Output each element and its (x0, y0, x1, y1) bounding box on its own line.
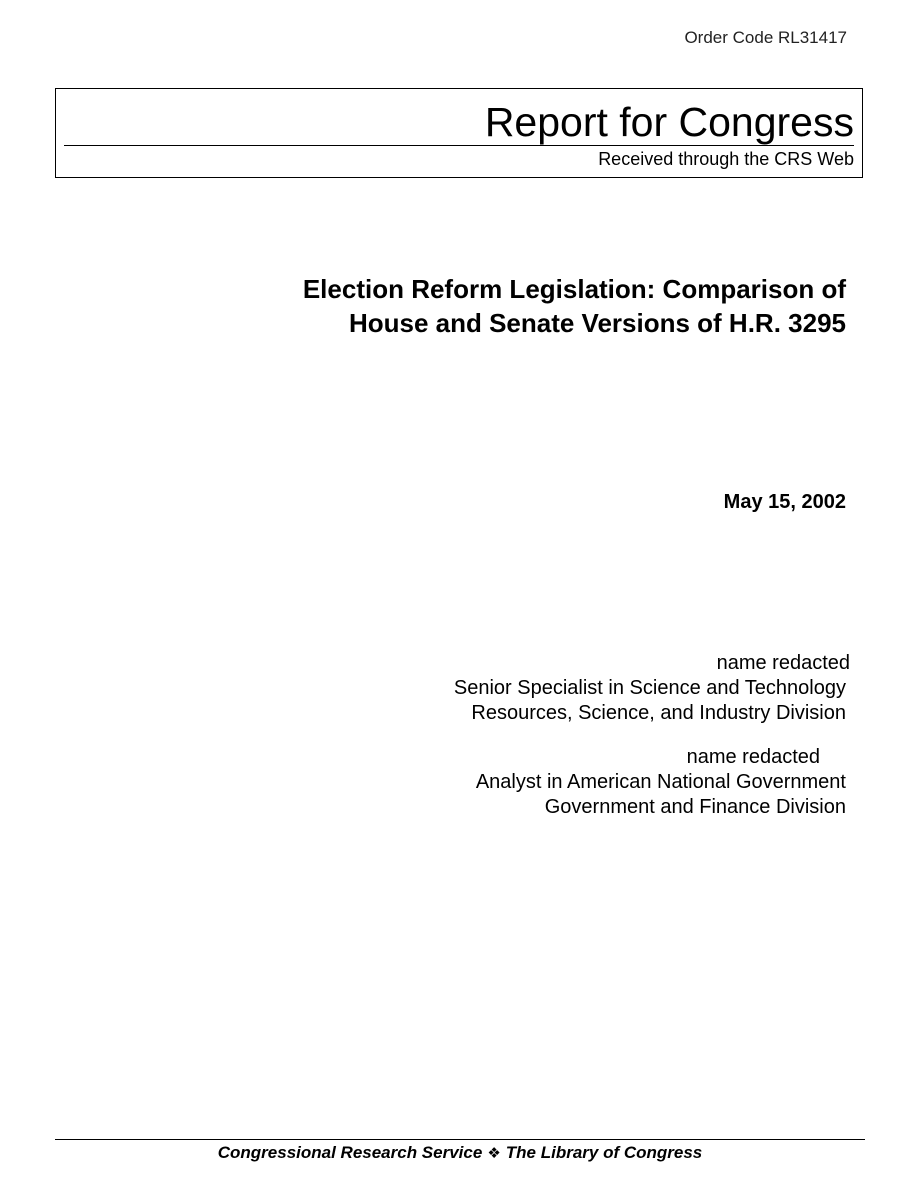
report-title-line: Election Reform Legislation: Comparison of (302, 274, 846, 304)
footer-divider (55, 1139, 865, 1140)
author-division: Government and Finance Division (544, 796, 846, 818)
header-divider (64, 145, 854, 146)
footer-publisher: Congressional Research Service (217, 1143, 483, 1162)
report-title-line: House and Senate Versions of H.R. 3295 (348, 308, 846, 338)
footer-library: The Library of Congress (505, 1143, 703, 1162)
diamond-ornament-icon: ❖ (487, 1144, 501, 1162)
author-name: name redacted (716, 652, 850, 674)
report-header-box (55, 88, 863, 178)
author-division: Resources, Science, and Industry Division (471, 702, 846, 724)
author-block (453, 651, 850, 726)
author-block (476, 745, 846, 820)
header-subtitle: Received through the CRS Web (598, 149, 854, 169)
footer (0, 1142, 920, 1164)
report-title (303, 272, 846, 340)
author-name: name redacted (686, 746, 820, 768)
report-date: May 15, 2002 (723, 491, 846, 513)
order-code: Order Code RL31417 (684, 28, 847, 47)
header-title: Report for Congress (484, 99, 854, 145)
author-title: Senior Specialist in Science and Technology (453, 677, 846, 699)
author-title: Analyst in American National Government (475, 771, 846, 793)
